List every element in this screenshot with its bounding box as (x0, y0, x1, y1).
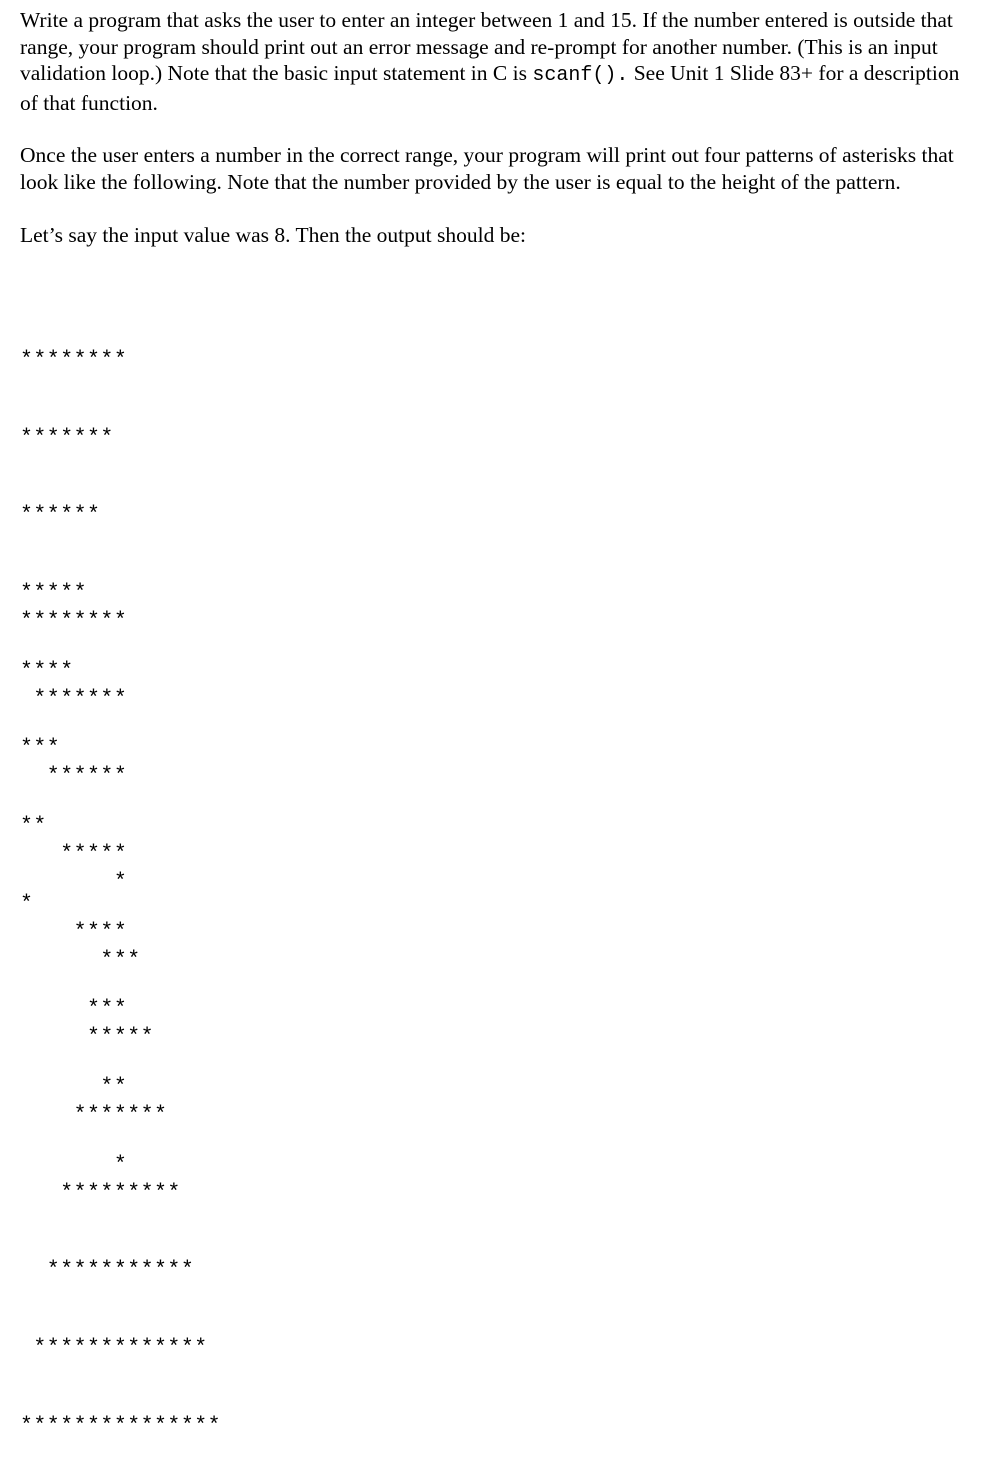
paragraph-instructions (20, 7, 980, 116)
pattern-row: * (20, 869, 128, 894)
pattern-row: ****** (20, 503, 101, 528)
pattern-pyramid (20, 818, 221, 1466)
pattern-row: *** (20, 736, 61, 761)
pattern-row: **** (20, 919, 128, 944)
pattern-row: *********** (20, 1258, 195, 1283)
pattern-row: ******* (20, 686, 128, 711)
pattern-row: ****** (20, 764, 128, 789)
pattern-row: ***** (20, 1025, 155, 1050)
scanf-code: scanf(). (532, 64, 629, 88)
instructions-text: Write a program that asks the user to enter an integer between 1 and 15. If the number entered is outside that range, your program should print out an error message and re-prompt for another number. (This is an input validation loop.) Note that the basic input statement in C is (20, 8, 953, 86)
pattern-row: ******** (20, 347, 128, 372)
assignment-text (20, 7, 980, 248)
pattern-row: * (20, 1152, 128, 1177)
pattern-row: * (20, 891, 34, 916)
pattern-row: ** (20, 1075, 128, 1100)
pattern-row: **** (20, 658, 74, 683)
pattern-row: *** (20, 947, 141, 972)
pattern-row: ******** (20, 608, 128, 633)
paragraph-example: Let’s say the input value was 8. Then the output should be: (20, 222, 526, 247)
pattern-row: ******* (20, 1102, 168, 1127)
pattern-row: ** (20, 814, 47, 839)
paragraph-patterns: Once the user enters a number in the correct range, your program will print out four patterns of asterisks that look like the following. Note that the number provided by the user is equal to the height of the pattern. (20, 143, 954, 194)
pattern-row: *** (20, 997, 128, 1022)
pattern-row: ***** (20, 841, 128, 866)
pattern-row: ************* (20, 1336, 208, 1361)
instructions-text-end: See Unit 1 Slide 83+ for a description of that function. (20, 61, 960, 115)
pattern-row: ********* (20, 1180, 181, 1205)
pattern-row: ***** (20, 580, 88, 605)
pattern-row: ******* (20, 425, 114, 450)
pattern-row: *************** (20, 1413, 222, 1438)
